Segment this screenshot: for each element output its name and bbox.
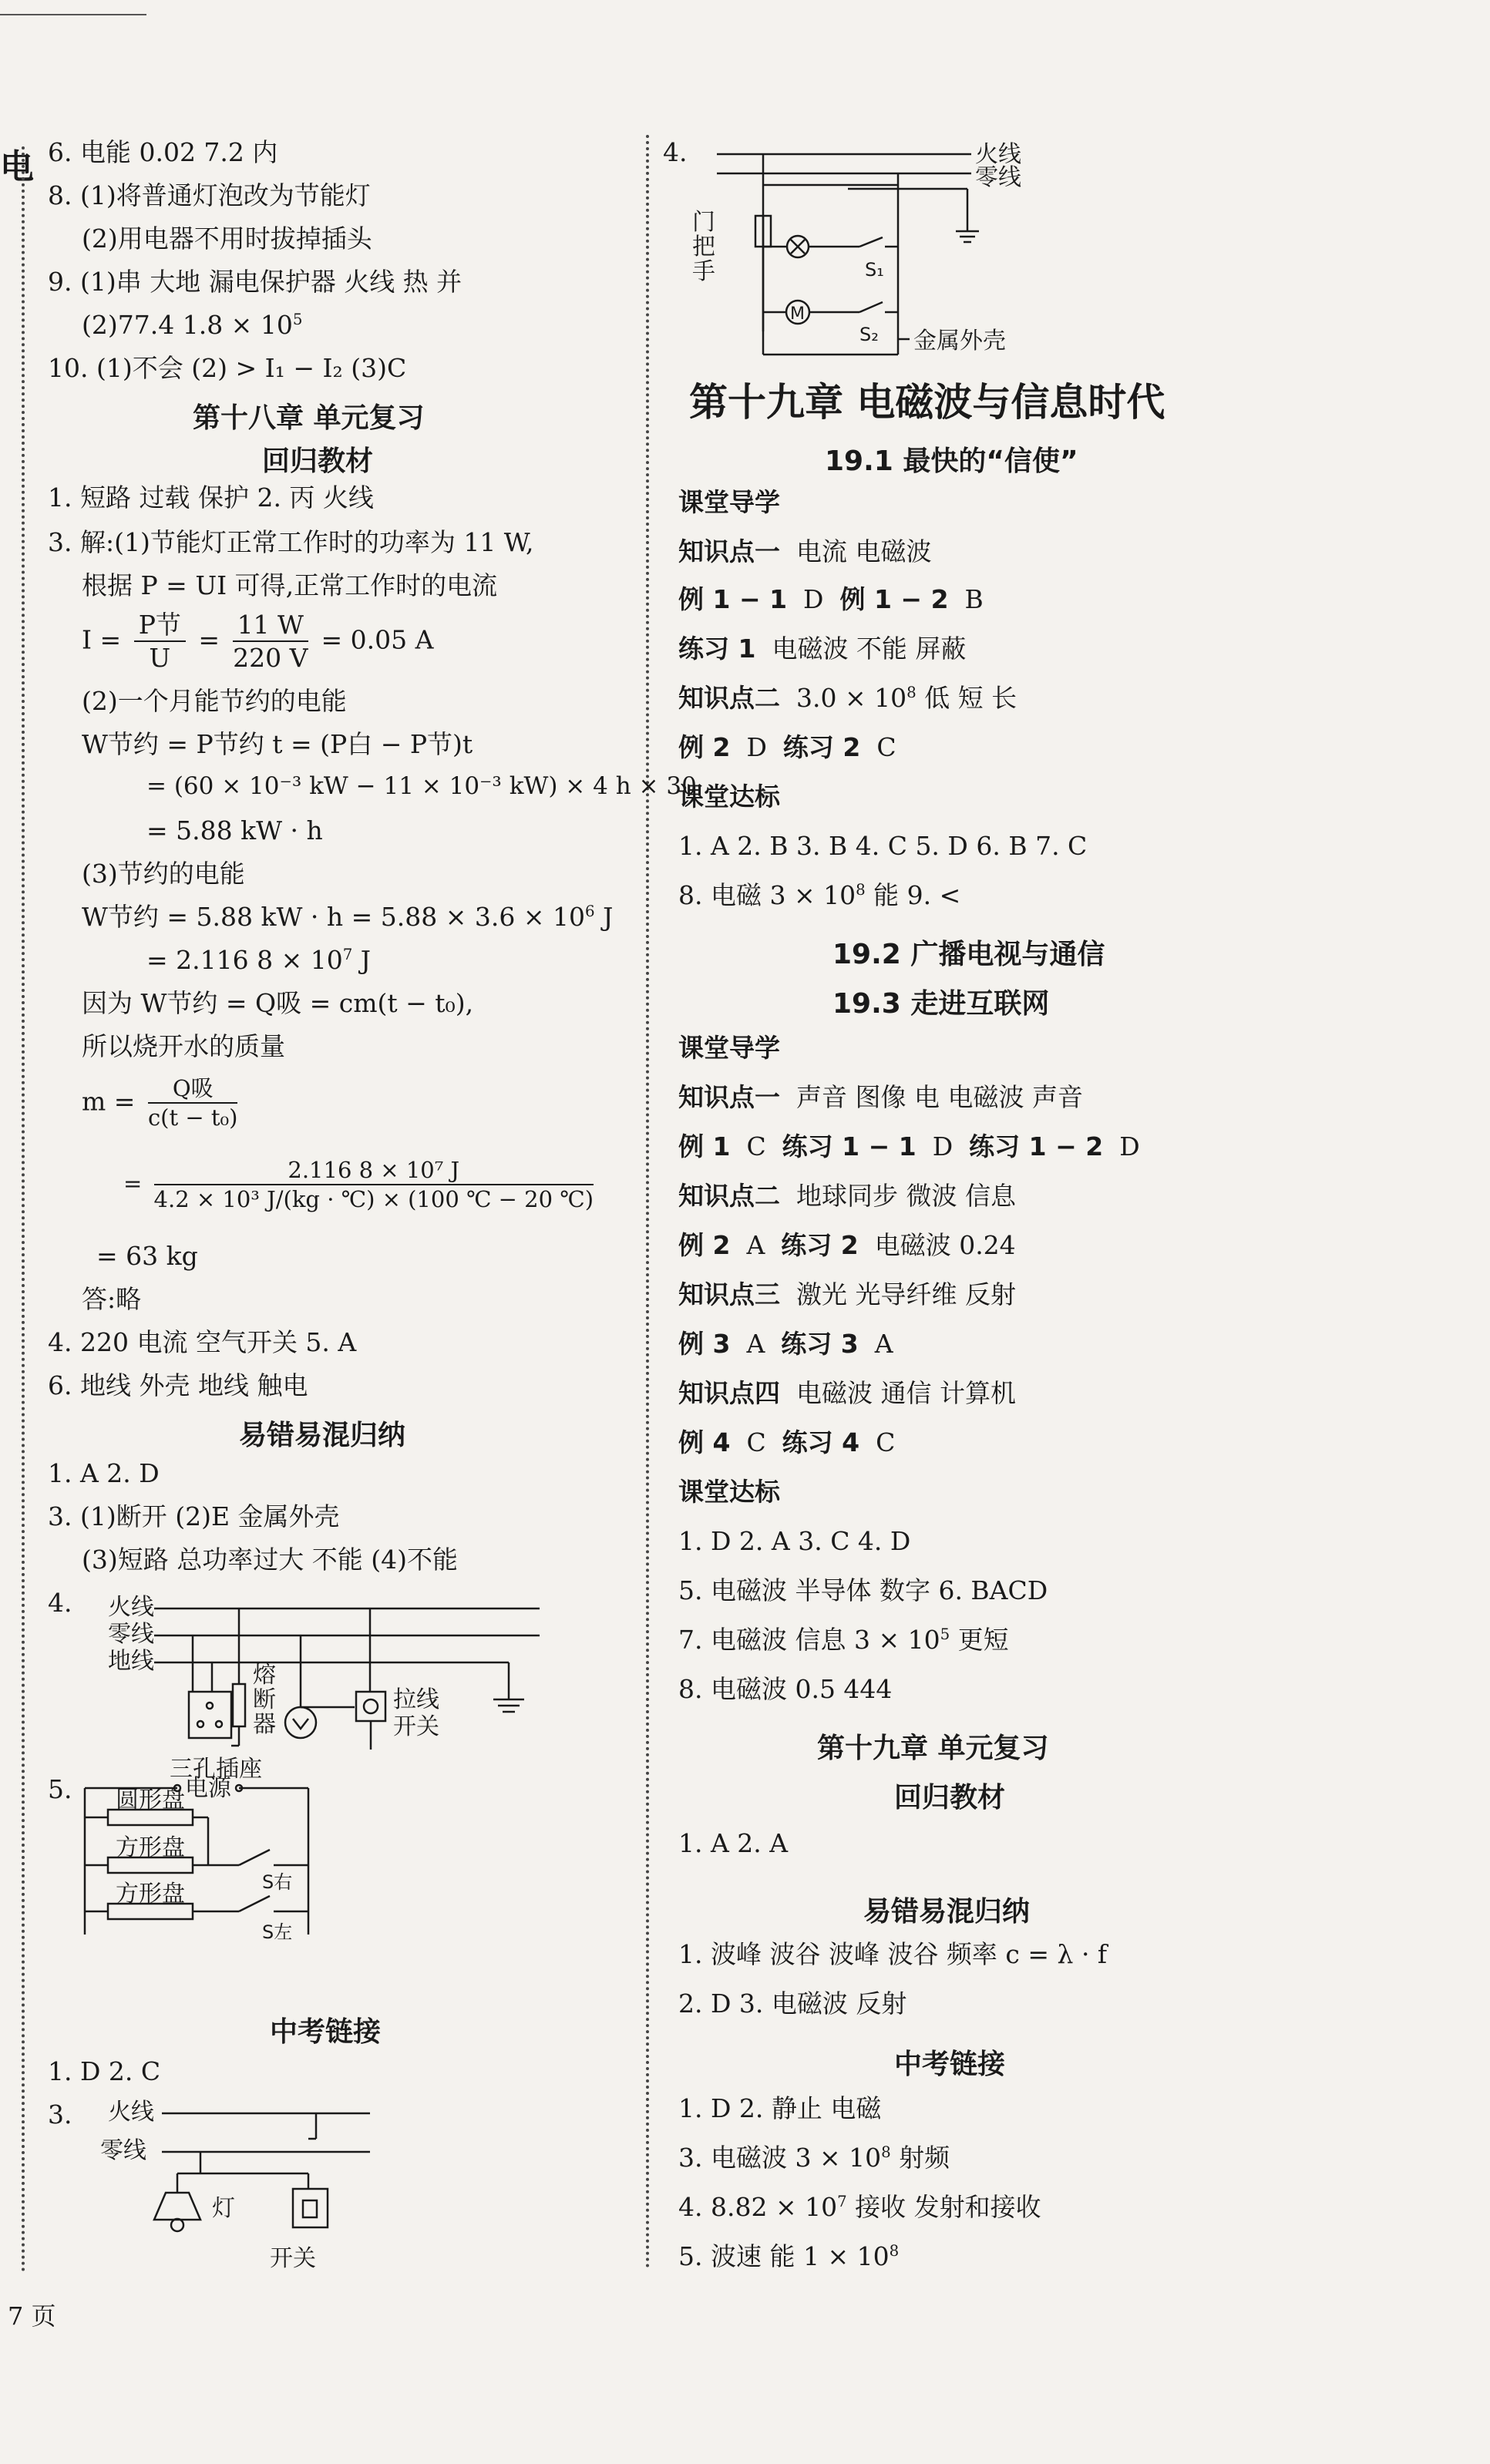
review-answer-4: 4. 220 电流 空气开关 5. A xyxy=(48,1327,357,1357)
practice-1: 练习 1 电磁波 不能 屏蔽 xyxy=(678,634,967,664)
knowledge-b3: 知识点三 激光 光导纤维 反射 xyxy=(678,1279,1016,1309)
label-live-wire: 火线 xyxy=(108,1594,154,1621)
answer-9b: (2)77.4 $1.8 \times 10^5$ xyxy=(82,310,303,340)
section-exam-link: 中考链接 xyxy=(270,2016,382,2048)
switch-left-blade xyxy=(239,1896,270,1911)
review-answer-3-line10: = 2.116 $8 \times 10^7$ J xyxy=(146,945,372,975)
knowledge-2: 知识点二 $3.0 \times 10^8$ 低 短 长 xyxy=(678,683,1017,713)
exam-r-4: 4. $8.82 \times 10^7$ 接收 发射和接收 xyxy=(678,2192,1041,2222)
switch-s1-blade xyxy=(859,237,883,247)
mistake-r-1: 1. 波峰 波谷 波峰 波谷 频率 c = λ · f xyxy=(678,1939,1108,1969)
door-label-3: 手 xyxy=(692,258,715,285)
label-ground-wire: 地线 xyxy=(108,1648,154,1675)
exam-r-5: 5. 波速 能 $1 \times 10^8$ xyxy=(678,2241,900,2271)
switch-s2-blade xyxy=(859,302,883,312)
chapter19-title: 第十九章 电磁波与信息时代 xyxy=(689,380,1165,425)
review-answer-6: 6. 地线 外壳 地线 触电 xyxy=(48,1370,308,1400)
knowledge-1: 知识点一 电流 电磁波 xyxy=(678,536,932,566)
review-answer-3-line12: 所以烧开水的质量 xyxy=(82,1031,285,1061)
standard-b7: 7. 电磁波 信息 $3 \times 10^5$ 更短 xyxy=(678,1625,1009,1655)
switch-label-3: 开关 xyxy=(270,2245,316,2272)
mass-formula: m = $\frac{\text{Q吸}}{\text{c(t − t₀)}}$ xyxy=(82,1075,238,1131)
mistake-answer-3a: 3. (1)断开 (2)E 金属外壳 xyxy=(48,1501,340,1531)
standard-b1: 1. D 2. A 3. C 4. D xyxy=(678,1526,911,1556)
lamp-filament xyxy=(293,1719,308,1729)
label-neutral-r: 零线 xyxy=(975,164,1021,191)
metal-shell-label: 金属外壳 xyxy=(913,328,1006,355)
mistake-answer-3b: (3)短路 总功率过大 不能 (4)不能 xyxy=(82,1545,458,1575)
switch-s1-label: S₁ xyxy=(865,259,884,281)
exam-answer-3-num: 3. xyxy=(48,2099,72,2130)
answer-10: 10. (1)不会 (2) > I₁ − I₂ (3)C xyxy=(48,353,407,383)
lamp-bulb-2 xyxy=(171,2219,183,2231)
example-1: 例 1 − 1 D 例 1 − 2 B xyxy=(678,584,984,614)
household-circuit-diagram xyxy=(77,1592,555,1800)
door-label-2: 把 xyxy=(692,234,715,261)
review-answer-1: 1. 短路 过载 保护 2. 丙 火线 xyxy=(48,482,374,513)
switch-right-label: S右 xyxy=(262,1871,293,1893)
socket-label: 三孔插座 xyxy=(170,1756,262,1783)
square-plate-label-2: 方形盘 xyxy=(116,1881,185,1908)
motor-label: M xyxy=(790,304,805,324)
knowledge-b1: 知识点一 声音 图像 电 电磁波 声音 xyxy=(678,1082,1083,1112)
mistake-answer-4-num: 4. xyxy=(48,1588,72,1618)
switch-left-label: S左 xyxy=(262,1921,293,1943)
answer-9a: 9. (1)串 大地 漏电保护器 火线 热 并 xyxy=(48,267,462,297)
example-b3: 例 3 A 练习 3 A xyxy=(678,1329,893,1359)
knowledge-b4: 知识点四 电磁波 通信 计算机 xyxy=(678,1378,1016,1408)
fuse-label-1: 熔 xyxy=(253,1662,276,1689)
standard-b8: 8. 电磁波 0.5 444 xyxy=(678,1674,893,1704)
power-label: 电源 xyxy=(185,1775,231,1802)
example-b4: 例 4 C 练习 4 C xyxy=(678,1427,896,1457)
mistake-r-2: 2. D 3. 电磁波 反射 xyxy=(678,1988,907,2019)
exam-r-3: 3. 电磁波 $3 \times 10^8$ 射频 xyxy=(678,2143,950,2173)
section-19-3: 19.3 走进互联网 xyxy=(832,988,1050,1020)
wall-switch-rocker xyxy=(303,2200,317,2217)
section-mistakes-r: 易错易混归纳 xyxy=(863,1896,1031,1928)
edge-character: 电 xyxy=(0,147,34,187)
lamp-shade xyxy=(154,2193,200,2220)
exam-answer-1: 1. D 2. C xyxy=(48,2056,161,2086)
classroom-standard-2: 课堂达标 xyxy=(678,1477,780,1507)
fuse-body xyxy=(233,1684,245,1726)
round-plate-label: 圆形盘 xyxy=(116,1787,185,1814)
square-plate-label-1: 方形盘 xyxy=(116,1834,185,1861)
door-label-1: 门 xyxy=(692,209,715,236)
parallel-plates-circuit xyxy=(77,1773,385,1950)
return-answer-1: 1. A 2. A xyxy=(678,1828,789,1858)
socket-hole-left xyxy=(197,1721,203,1727)
example-b2: 例 2 A 练习 2 电磁波 0.24 xyxy=(678,1230,1016,1260)
review-answer-3-line4: (2)一个月能节约的电能 xyxy=(82,686,347,716)
chapter19-review-title: 第十九章 单元复习 xyxy=(817,1733,1049,1764)
section-mistakes: 易错易混归纳 xyxy=(239,1420,406,1451)
review-answer-3-line1: 3. 解:(1)节能灯正常工作时的功率为 11 W, xyxy=(48,527,534,557)
review-answer-3-line2: 根据 P = UI 可得,正常工作时的电流 xyxy=(82,570,498,600)
review-answer-3-line8: (3)节约的电能 xyxy=(82,859,245,889)
wall-switch-box xyxy=(293,2189,328,2227)
section-return-textbook-r: 回归教材 xyxy=(894,1782,1006,1814)
door-handle-circuit xyxy=(692,139,1056,362)
review-answer-3-line9: W节约 = 5.88 kW · $h = 5.88 \times 3.6 \times 10^6$ J xyxy=(82,902,614,932)
exam-r-1: 1. D 2. 静止 电磁 xyxy=(678,2093,882,2123)
left-edge-dotted-line xyxy=(22,146,25,2274)
prev-answer-4-num: 4. xyxy=(663,137,688,167)
review-answer-3-answer: 答:略 xyxy=(82,1284,142,1314)
classroom-guide-1: 课堂导学 xyxy=(678,487,780,517)
pull-switch-box xyxy=(356,1692,385,1721)
standard-b5: 5. 电磁波 半导体 数字 6. BACD xyxy=(678,1575,1048,1605)
classroom-guide-2: 课堂导学 xyxy=(678,1033,780,1063)
review-answer-3-line5: W节约 = P节约 t = (P白 − P节)t xyxy=(82,729,473,759)
label-neutral-wire: 零线 xyxy=(108,1621,154,1648)
knowledge-b2: 知识点二 地球同步 微波 信息 xyxy=(678,1181,1016,1211)
three-hole-socket xyxy=(189,1692,231,1738)
section-exam-link-r: 中考链接 xyxy=(894,2049,1006,2080)
section-19-2: 19.2 广播电视与通信 xyxy=(832,939,1105,970)
column-divider xyxy=(646,135,649,2270)
standard-answers-8: 8. 电磁 $3 \times 10^8$ 能 9. < xyxy=(678,880,961,910)
review-answer-3-line6: = (60 × 10⁻³ kW − 11 × 10⁻³ kW) × 4 h × 30 xyxy=(146,772,697,800)
label-live-r: 火线 xyxy=(975,141,1021,168)
lamp-switch-circuit xyxy=(77,2093,401,2277)
mass-calculation: = $\frac{\text{2.116 8 × 10⁷ J}}{\text{4.2 × 10³ J/(kg · ℃) × (100 ℃ − 20 ℃)}}$ xyxy=(123,1157,594,1213)
section-19-1: 19.1 最快的“信使” xyxy=(825,445,1078,477)
current-formula: I = $\frac{\text{P节}}{U}$ = $\frac{11 W}{220 V}$ = 0.05 A xyxy=(82,610,434,674)
standard-answers-1: 1. A 2. B 3. B 4. C 5. D 6. B 7. C xyxy=(678,831,1088,861)
top-rule xyxy=(0,14,146,15)
mistake-answer-5-num: 5. xyxy=(48,1774,72,1804)
review-answer-3-result: = 63 kg xyxy=(96,1241,198,1271)
fuse-label-3: 器 xyxy=(253,1711,276,1738)
review-answer-3-line7: = 5.88 kW · h xyxy=(146,815,323,845)
label-neutral-wire-2: 零线 xyxy=(100,2137,146,2164)
pull-switch-knob xyxy=(364,1699,378,1713)
switch-s2-label: S₂ xyxy=(859,324,879,345)
socket-hole-right xyxy=(216,1721,222,1727)
page-footer: 7 页 xyxy=(8,2301,56,2331)
answer-8b: (2)用电器不用时拔掉插头 xyxy=(82,224,372,254)
fuse-label-2: 断 xyxy=(253,1686,276,1713)
classroom-standard-1: 课堂达标 xyxy=(678,782,780,812)
switch-right-blade xyxy=(239,1850,270,1865)
chapter18-review-title: 第十八章 单元复习 xyxy=(193,402,425,434)
example-b1: 例 1 C 练习 1 − 1 D 练习 1 − 2 D xyxy=(678,1131,1140,1161)
label-live-wire-2: 火线 xyxy=(108,2099,154,2126)
socket-hole-top xyxy=(207,1703,213,1709)
switch-label-2: 开关 xyxy=(393,1713,439,1740)
example-2: 例 2 D 练习 2 C xyxy=(678,732,896,762)
switch-label-1: 拉线 xyxy=(393,1686,439,1713)
answer-8a: 8. (1)将普通灯泡改为节能灯 xyxy=(48,180,371,210)
mistake-answer-1: 1. A 2. D xyxy=(48,1458,160,1488)
review-answer-3-line11: 因为 W节约 = Q吸 = cm(t − t₀), xyxy=(82,988,474,1018)
answer-6: 6. 电能 0.02 7.2 内 xyxy=(48,137,278,167)
lamp-label: 灯 xyxy=(212,2195,235,2222)
section-return-textbook: 回归教材 xyxy=(262,445,374,477)
lamp-bulb xyxy=(285,1707,316,1738)
